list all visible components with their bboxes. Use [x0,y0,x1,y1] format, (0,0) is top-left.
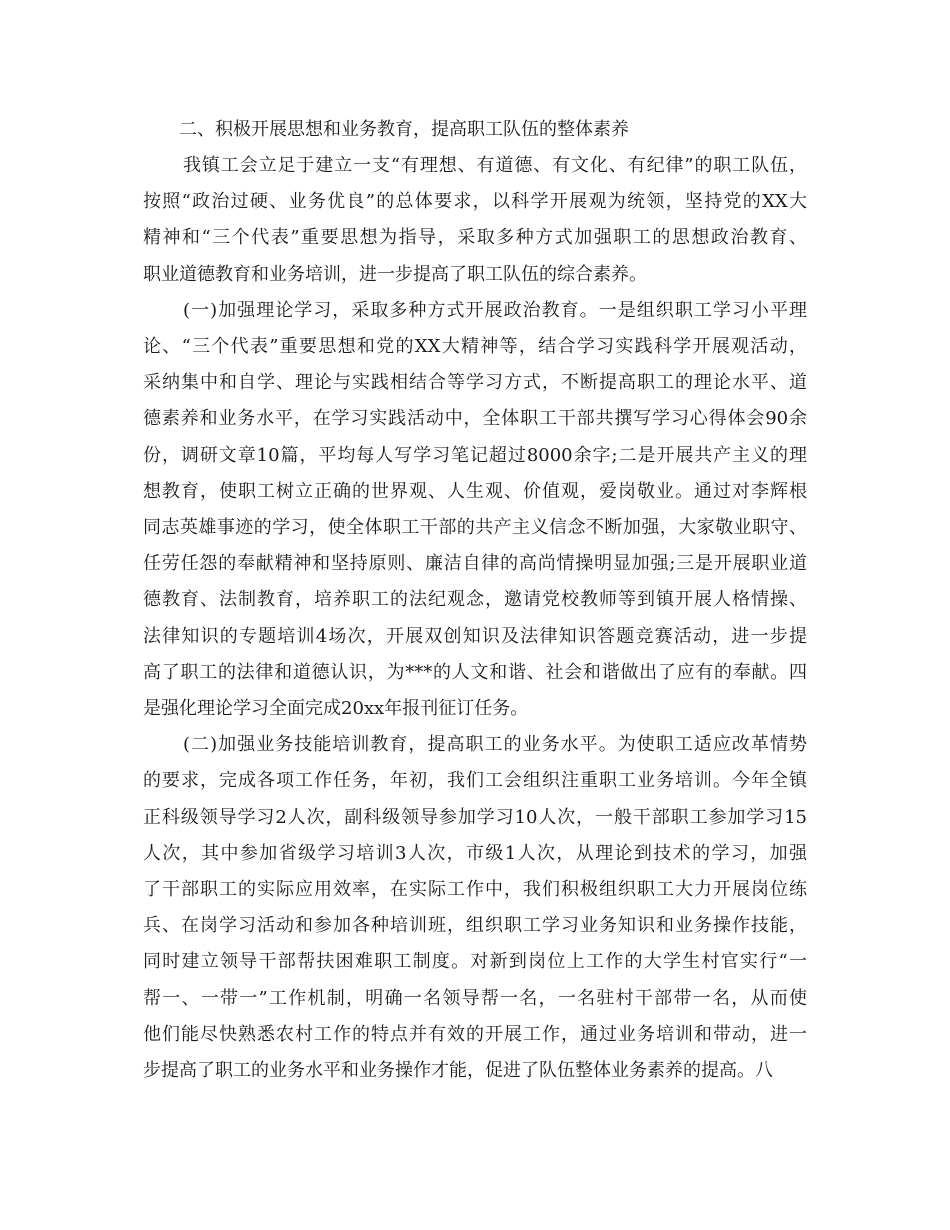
paragraph-skills-training [143,727,807,1089]
text-line: 德素养和业务水平，在学习实践活动中，全体职工干部共撰写学习心得体会90余 [143,408,807,430]
text-line: 兵、在岗学习活动和参加各种培训班，组织职工学习业务知识和业务操作技能， [143,915,807,937]
text-line: 步提高了职工的业务水平和业务操作才能，促进了队伍整体业务素养的提高。八 [143,1060,773,1082]
text-line: (一)加强理论学习，采取多种方式开展政治教育。一是组织职工学习小平理 [183,299,807,321]
text-line: 正科级领导学习2人次，副科级领导参加学习10人次，一般干部职工参加学习15 [143,806,807,828]
text-line: 高了职工的法律和道德认识，为***的人文和谐、社会和谐做出了应有的奉献。四 [143,661,807,683]
text-line: 职业道德教育和业务培训，进一步提高了职工队伍的综合素养。 [143,263,647,285]
text-line: 同时建立领导干部帮扶困难职工制度。对新到岗位上工作的大学生村官实行“一 [143,951,807,973]
paragraph-theory-study [143,293,807,727]
text-line: 想教育，使职工树立正确的世界观、人生观、价值观，爱岗敬业。通过对李辉根 [143,480,807,502]
text-line: 采纳集中和自学、理论与实践相结合等学习方式，不断提高职工的理论水平、道 [143,372,807,394]
text-line: 了干部职工的实际应用效率，在实际工作中，我们积极组织职工大力开展岗位练 [143,879,807,901]
text-line: 论、“三个代表”重要思想和党的XX大精神等，结合学习实践科学开展观活动， [143,336,807,358]
text-line: 他们能尽快熟悉农村工作的特点并有效的开展工作，通过业务培训和带动，进一 [143,1023,807,1045]
text-line: (二)加强业务技能培训教育，提高职工的业务水平。为使职工适应改革情势 [183,734,807,756]
text-line: 的要求，完成各项工作任务，年初，我们工会组织注重职工业务培训。今年全镇 [143,770,807,792]
text-line: 我镇工会立足于建立一支“有理想、有道德、有文化、有纪律”的职工队伍， [183,155,807,176]
document-page [143,112,807,1089]
text-line: 人次，其中参加省级学习培训3人次，市级1人次，从理论到技术的学习，加强 [143,842,807,864]
section-heading: 二、积极开展思想和业务教育，提高职工队伍的整体素养 [179,119,629,140]
text-line: 帮一、一带一”工作机制，明确一名领导帮一名，一名驻村干部带一名，从而使 [143,987,807,1009]
text-line: 法律知识的专题培训4场次，开展双创知识及法律知识答题竞赛活动，进一步提 [143,625,807,647]
text-line: 精神和“三个代表”重要思想为指导，采取多种方式加强职工的思想政治教育、 [143,227,807,249]
text-line: 德教育、法制教育，培养职工的法纪观念，邀请党校教师等到镇开展人格情操、 [143,589,807,611]
text-line: 是强化理论学习全面完成20xx年报刊征订任务。 [143,698,529,720]
text-line: 份，调研文章10篇，平均每人写学习笔记超过8000余字;二是开展共产主义的理 [143,444,807,466]
paragraph-intro [143,148,807,293]
text-line: 任劳任怨的奉献精神和坚持原则、廉洁自律的高尚情操明显加强;三是开展职业道 [143,553,807,575]
text-line: 同志英雄事迹的学习，使全体职工干部的共产主义信念不断加强，大家敬业职守、 [143,517,807,539]
text-line: 按照“政治过硬、业务优良”的总体要求，以科学开展观为统领，坚持党的XX大 [143,191,807,213]
